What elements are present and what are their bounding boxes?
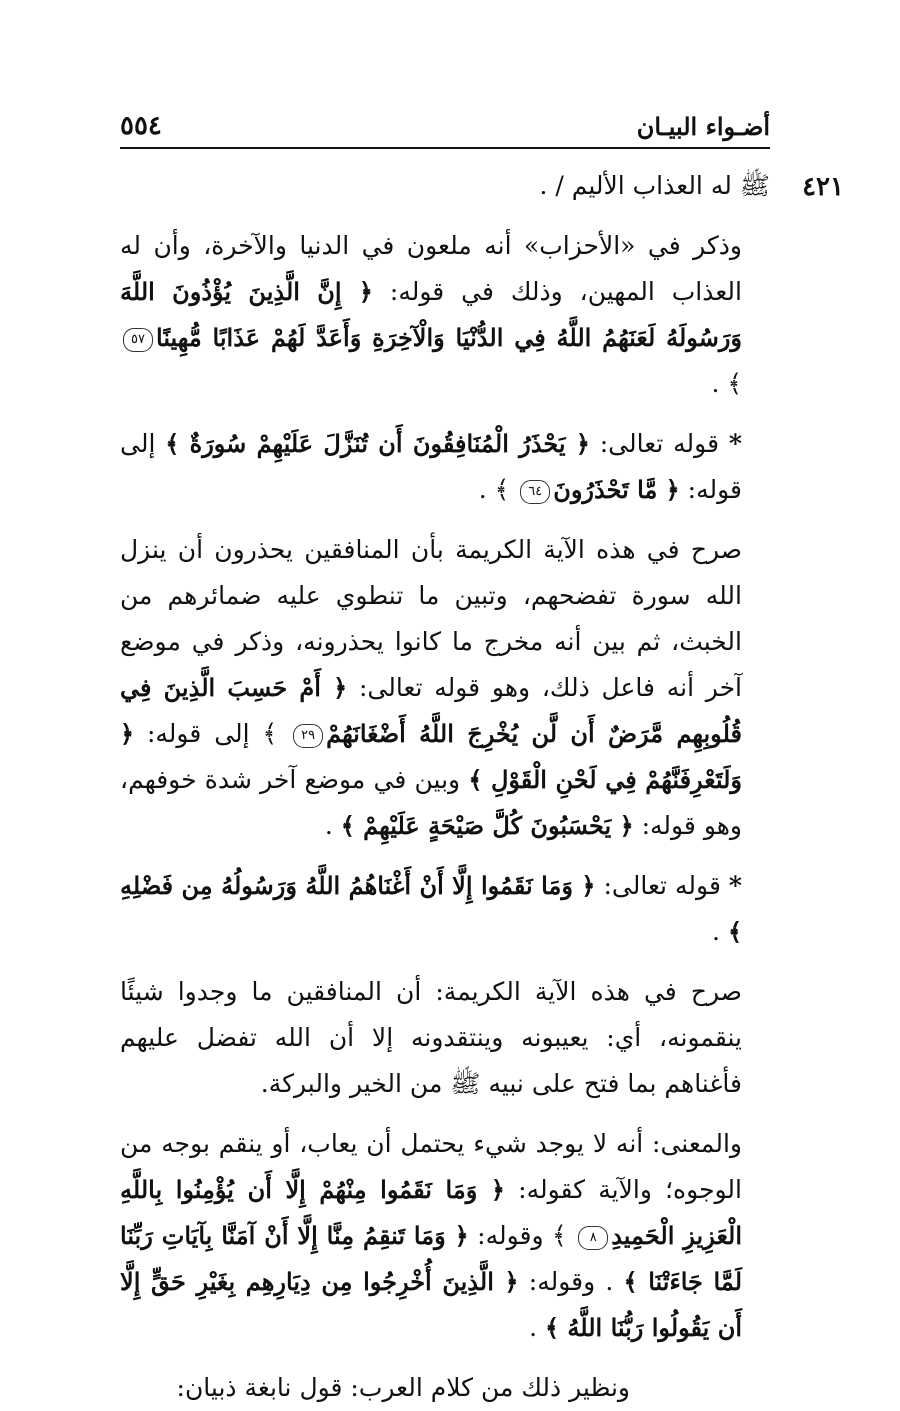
quran-verse: ﴿ وَمَا تَنقِمُ مِنَّا إِلَّا أَنْ آمَنَّا بِآيَاتِ رَبِّنَا لَمَّا جَاءَتْنَا ﴾ xyxy=(120,1221,743,1296)
paragraph-1 xyxy=(120,163,770,209)
paragraph-4-text-b: ﴾ إلى قوله: xyxy=(134,719,291,748)
paragraph-4-text-c: وبين في موضع آخر شدة خوفهم، وهو قوله: xyxy=(120,765,742,840)
page-number: ٥٥٤ xyxy=(120,111,162,141)
quran-verse: ﴿ وَمَا نَقَمُوا إِلَّا أَنْ أَغْنَاهُمُ اللَّهُ وَرَسُولُهُ مِن فَضْلِهِ ﴾ xyxy=(120,871,742,946)
ayah-number-marker: ٥٧ xyxy=(123,328,153,352)
margin-page-reference: ٤٢١ xyxy=(802,172,844,202)
quran-verse: ﴿ الَّذِينَ أُخْرِجُوا مِن دِيَارِهِم بِغَيْرِ حَقٍّ إِلَّا أَن يَقُولُوا رَبُّنَا اللَّهُ ﴾ xyxy=(120,1267,742,1342)
paragraph-6 xyxy=(120,969,770,1107)
paragraph-4-end: . xyxy=(324,811,341,840)
running-title: أضـواء البيـان xyxy=(636,112,770,141)
quran-verse: ﴿ أَمْ حَسِبَ الَّذِينَ فِي قُلُوبِهِم مَّرَضٌ أَن لَّن يُخْرِجَ اللَّهُ أَضْغَانَهُمْ xyxy=(120,673,742,748)
page-header xyxy=(120,103,770,149)
paragraph-8-text: ونظير ذلك من كلام العرب: قول نابغة ذبيان: xyxy=(176,1373,630,1402)
paragraph-7-text-b: ﴾ وقوله: xyxy=(468,1221,576,1250)
paragraph-7-text: والمعنى: أنه لا يوجد شيء يحتمل أن يعاب، أو ينقم بوجه من الوجوه؛ والآية كقوله: xyxy=(120,1129,742,1204)
paragraph-4-text: صرح في هذه الآية الكريمة بأن المنافقين يحذرون أن ينزل الله سورة تفضحهم، وتبين ما تنطوي عليه ضمائرهم من الخبث، ثم بين أنه مخرج ما كانوا يحذرونه، وذكر في موضع آخر أنه فاعل ذلك، وهو قوله تعالى: xyxy=(120,535,743,702)
paragraph-1-text: ﷺ له العذاب الأليم / . xyxy=(539,171,770,200)
body-text xyxy=(120,163,770,1411)
paragraph-3-text-b: إلى قوله: xyxy=(120,429,742,504)
paragraph-2 xyxy=(120,223,770,407)
paragraph-3-end: ﴾ . xyxy=(478,475,518,504)
paragraph-4 xyxy=(120,527,770,849)
paragraph-7-end: . xyxy=(529,1313,545,1342)
quran-verse: ﴿ مَّا تَحْذَرُونَ xyxy=(553,475,680,504)
paragraph-5 xyxy=(120,863,770,955)
quran-verse: ﴿ يَحْذَرُ الْمُنَافِقُونَ أَن تُنَزَّلَ عَلَيْهِمْ سُورَةٌ ﴾ xyxy=(165,429,590,458)
paragraph-2-end: ﴾ . xyxy=(711,369,742,398)
quran-verse: ﴿ وَمَا نَقَمُوا مِنْهُمْ إِلَّا أَن يُؤْمِنُوا بِاللَّهِ الْعَزِيزِ الْحَمِيدِ xyxy=(120,1175,743,1250)
paragraph-5-text: قوله تعالى: xyxy=(595,871,721,900)
star-bullet: * xyxy=(728,871,742,900)
paragraph-7-text-c: . وقوله: xyxy=(518,1267,624,1296)
quran-verse: ﴿ وَلَتَعْرِفَنَّهُمْ فِي لَحْنِ الْقَوْلِ ﴾ xyxy=(120,719,743,794)
paragraph-3 xyxy=(120,421,770,513)
ayah-number-marker: ٢٩ xyxy=(293,724,323,748)
paragraph-5-end: . xyxy=(712,917,728,946)
quran-verse: ﴿ يَحْسَبُونَ كُلَّ صَيْحَةٍ عَلَيْهِمْ ﴾ xyxy=(340,811,634,840)
ayah-number-marker: ٨ xyxy=(578,1226,608,1250)
paragraph-2-text: وذكر في «الأحزاب» أنه ملعون في الدنيا والآخرة، وأن له العذاب المهين، وذلك في قوله: xyxy=(120,231,742,306)
paragraph-3-text: قوله تعالى: xyxy=(589,429,720,458)
paragraph-6-text: صرح في هذه الآية الكريمة: أن المنافقين ما وجدوا شيئًا ينقمونه، أي: يعيبونه وينتقدونه إلا أن الله تفضل عليهم فأغناهم بما فتح على نبيه ﷺ من الخير والبركة. xyxy=(120,977,742,1098)
star-bullet: * xyxy=(728,429,742,458)
paragraph-7 xyxy=(120,1121,770,1351)
quran-verse: ﴿ إِنَّ الَّذِينَ يُؤْذُونَ اللَّهَ وَرَسُولَهُ لَعَنَهُمُ اللَّهُ فِي الدُّنْيَا وَالْآخِرَةِ وَأَعَدَّ لَهُمْ عَذَابًا مُّهِينًا xyxy=(120,277,742,352)
ayah-number-marker: ٦٤ xyxy=(520,480,550,504)
paragraph-8 xyxy=(120,1365,770,1411)
